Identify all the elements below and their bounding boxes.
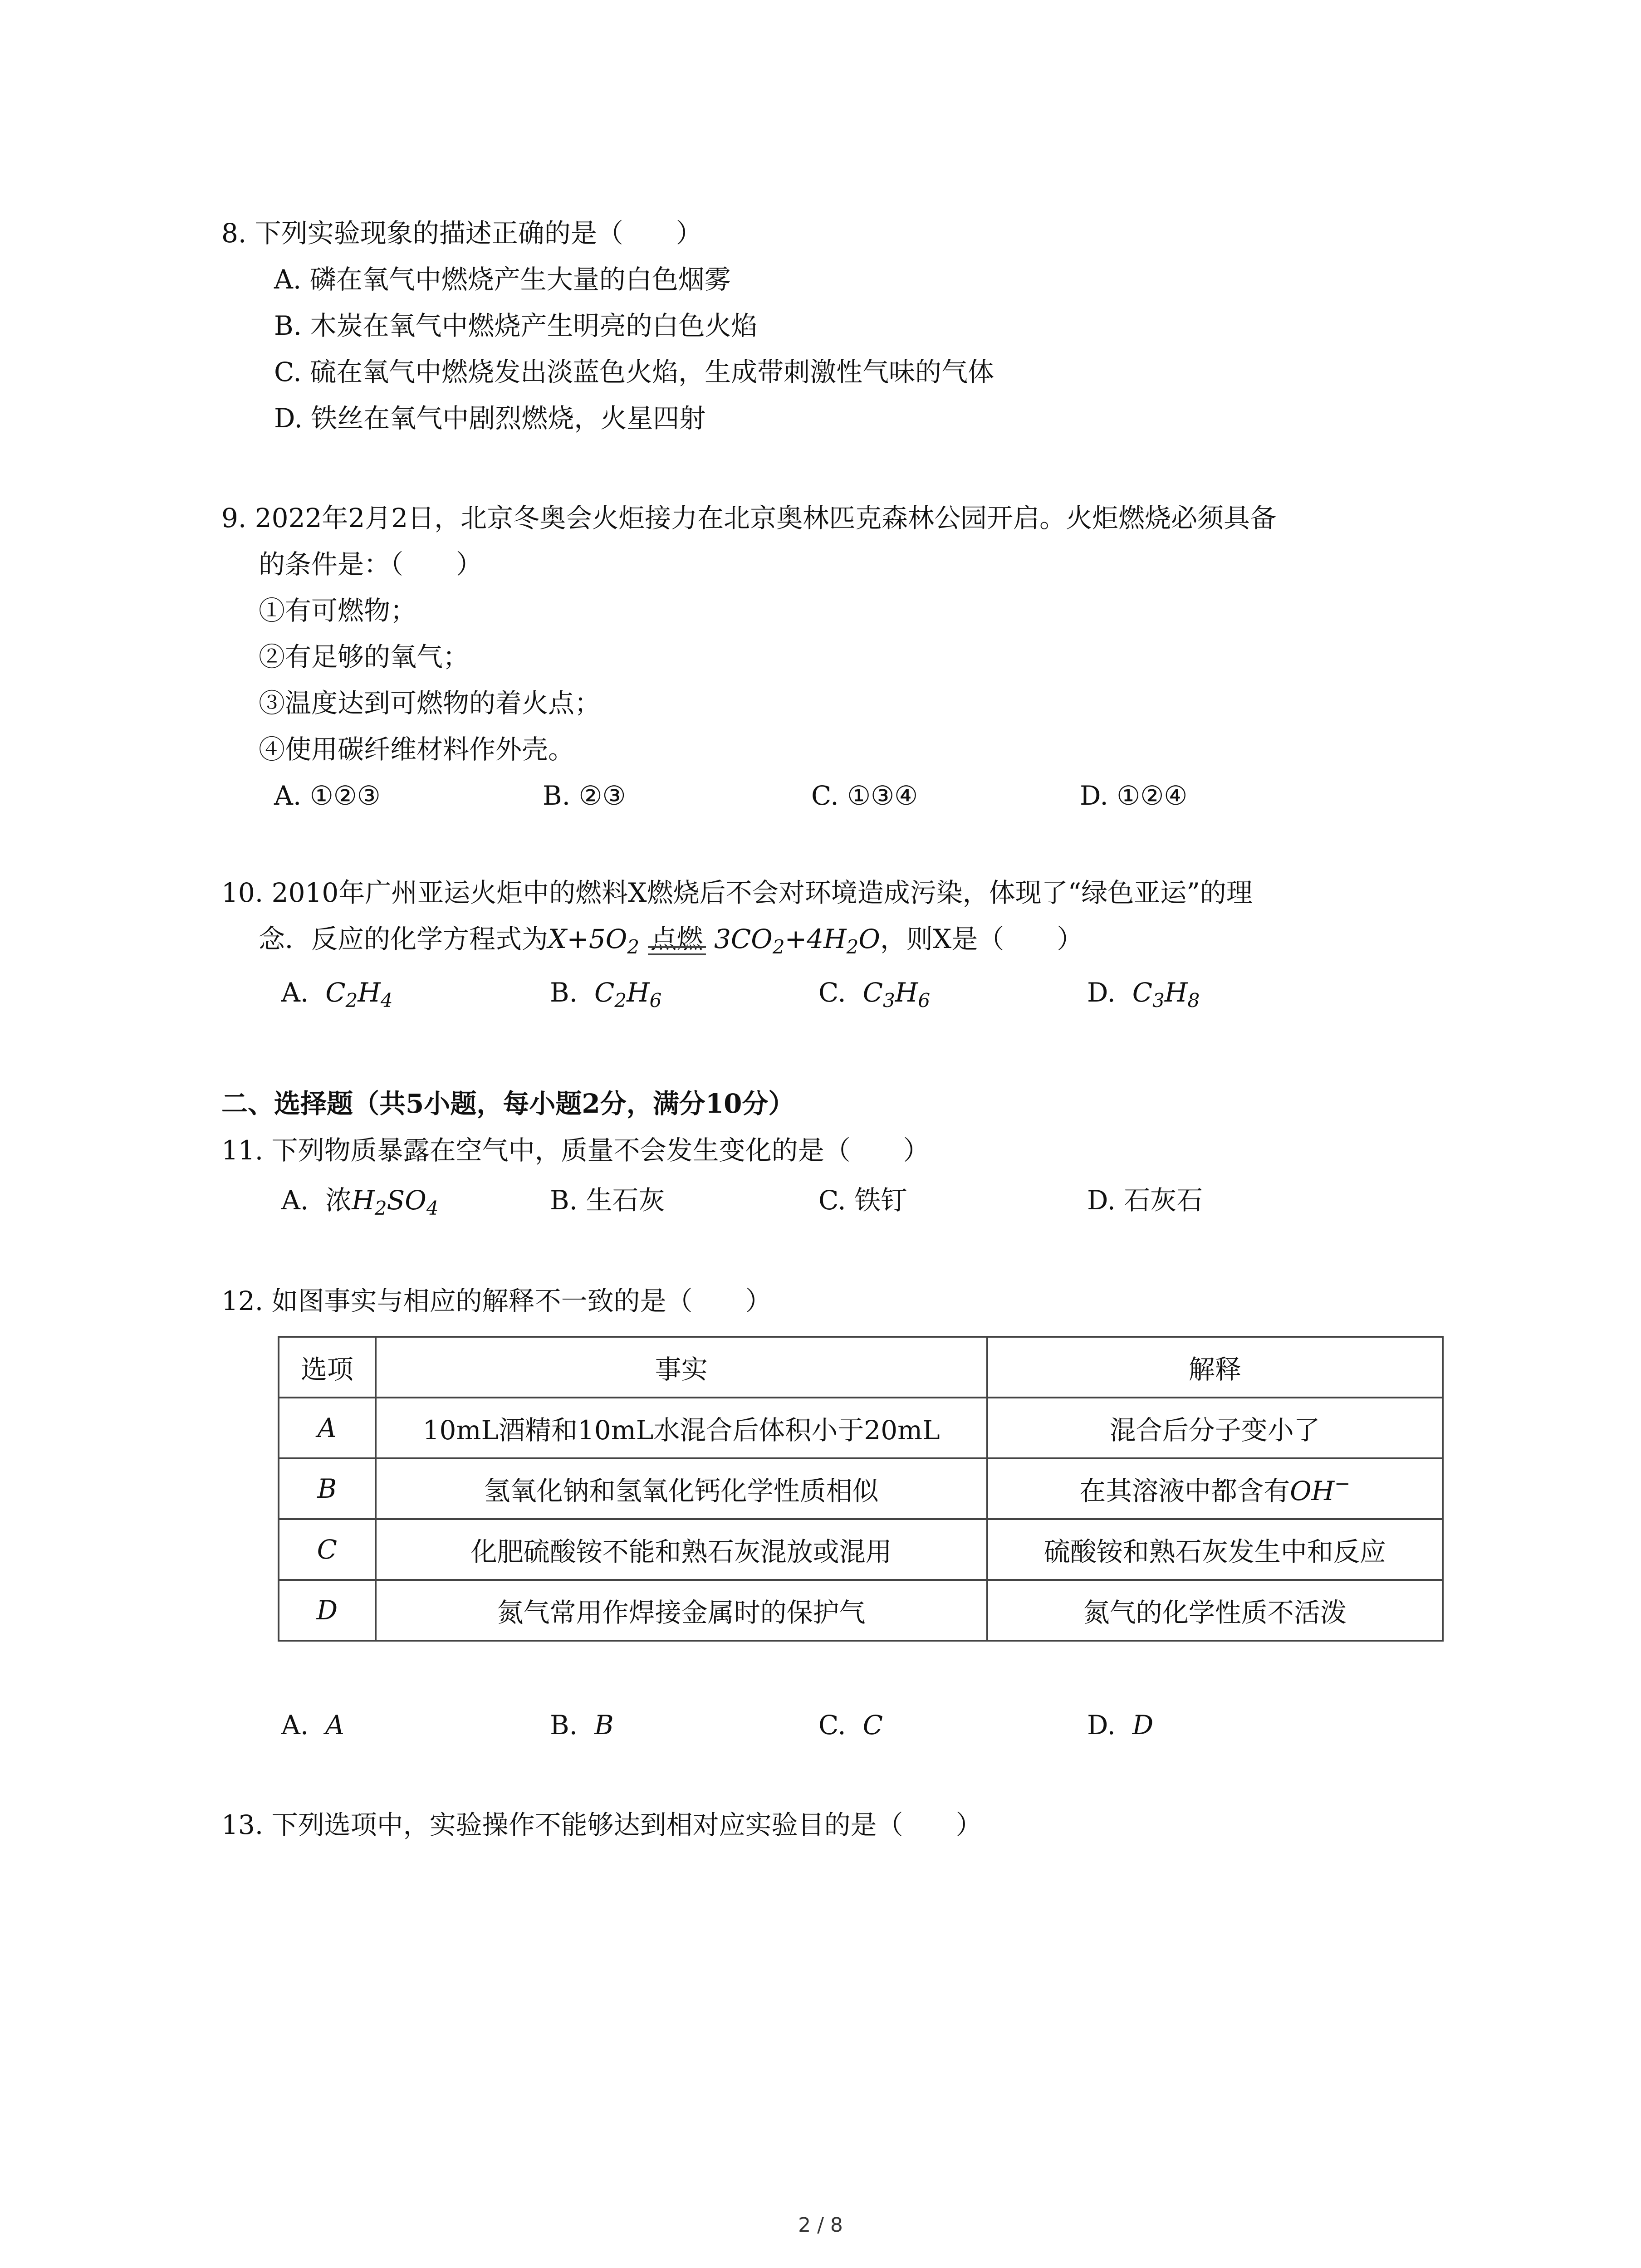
q10-option-a-cs: 2 [345, 989, 358, 1012]
row-fact: 氮气常用作焊接金属时的保护气 [376, 1580, 987, 1641]
q11-option-a-h: H [352, 1185, 375, 1216]
q9-condition-4: ④使用碳纤维材料作外壳。 [259, 734, 575, 765]
row-reason: 硫酸铵和熟石灰发生中和反应 [987, 1519, 1443, 1580]
q11-option-a-pre: 浓 [325, 1185, 352, 1216]
table-row [279, 1519, 1443, 1580]
q10-eq-condition: 点燃 [648, 922, 706, 956]
q10-option-a-h: H [358, 977, 381, 1008]
q10-option-c-h: H [895, 977, 918, 1008]
q10-option-c [818, 975, 930, 1018]
q10-stem-line2 [259, 922, 1083, 964]
q10-stem-pre: 念．反应的化学方程式为 [259, 924, 549, 954]
header-option: 选项 [279, 1337, 376, 1398]
q10-option-b-cs: 2 [614, 989, 627, 1012]
q9-stem-line1: 9. 2022年2月2日，北京冬奥会火炬接力在北京奥林匹克森林公园开启。火炬燃烧必须具备 [221, 503, 1277, 533]
q10-option-b-hs: 6 [649, 989, 662, 1012]
q10-eq-o2-sub: 2 [627, 936, 640, 958]
q12-option-b-val: B [594, 1710, 614, 1740]
q10-stem-line1: 10. 2010年广州亚运火炬中的燃料X燃烧后不会对环境造成污染，体现了“绿色亚运”的理 [221, 877, 1253, 908]
q10-eq-h2o: +4H [784, 924, 847, 954]
q11-stem: 11. 下列物质暴露在空气中，质量不会发生变化的是（ ） [221, 1135, 930, 1166]
table-row [279, 1458, 1443, 1519]
q10-option-c-hs: 6 [918, 989, 931, 1012]
q11-option-a-letter: A. [281, 1185, 309, 1216]
q10-option-a-letter: A. [281, 977, 309, 1008]
q10-eq-h2o-o: O [858, 924, 880, 954]
q9-option-a: A. ①②③ [274, 780, 381, 811]
q10-option-c-cs: 3 [883, 989, 895, 1012]
row-option: D [279, 1580, 376, 1641]
header-reason: 解释 [987, 1337, 1443, 1398]
q10-option-a-c: C [325, 977, 346, 1008]
q10-option-a-hs: 4 [380, 989, 393, 1012]
q9-option-c: C. ①③④ [811, 780, 918, 811]
row-fact: 氢氧化钠和氢氧化钙化学性质相似 [376, 1458, 987, 1519]
row-fact: 化肥硫酸铵不能和熟石灰混放或混用 [376, 1519, 987, 1580]
q8-stem: 8. 下列实验现象的描述正确的是（ ） [221, 218, 702, 249]
row-reason-charge: − [1334, 1472, 1351, 1495]
q8-option-b: B. 木炭在氧气中燃烧产生明亮的白色火焰 [274, 310, 758, 341]
q9-condition-2: ②有足够的氧气； [259, 641, 470, 672]
q10-eq-o2: +5O [567, 924, 627, 954]
q10-option-c-letter: C. [818, 977, 846, 1008]
q11-option-a-so: SO [387, 1185, 426, 1216]
q8-option-c: C. 硫在氧气中燃烧发出淡蓝色火焰，生成带刺激性气味的气体 [274, 357, 994, 387]
q12-option-c [818, 1708, 883, 1742]
q10-eq-x: X [548, 924, 567, 954]
section-2-title: 二、选择题（共5小题，每小题2分，满分10分） [221, 1088, 795, 1119]
row-reason: 混合后分子变小了 [987, 1398, 1443, 1458]
q10-stem-post: ，则X是（ ） [880, 924, 1083, 954]
q12-option-d-val: D [1132, 1710, 1154, 1740]
q12-table [278, 1336, 1444, 1642]
q10-option-b-h: H [627, 977, 650, 1008]
row-reason-ion: OH [1290, 1476, 1335, 1506]
q9-stem-line2: 的条件是：（ ） [259, 549, 483, 580]
q8-option-d: D. 铁丝在氧气中剧烈燃烧，火星四射 [274, 403, 706, 434]
row-reason [987, 1458, 1443, 1519]
q11-option-d: D. 石灰石 [1087, 1185, 1203, 1216]
q12-option-d [1087, 1708, 1153, 1742]
q10-option-d-cs: 3 [1152, 989, 1165, 1012]
row-option: A [279, 1398, 376, 1458]
q10-option-d-hs: 8 [1187, 989, 1200, 1012]
row-reason-pre: 在其溶液中都含有 [1079, 1476, 1290, 1506]
q12-option-a-letter: A. [281, 1710, 309, 1740]
q10-option-b [550, 975, 661, 1018]
q8-option-a: A. 磷在氧气中燃烧产生大量的白色烟雾 [274, 264, 731, 295]
q12-table-header [279, 1337, 1443, 1398]
header-fact: 事实 [376, 1337, 987, 1398]
q11-option-a [281, 1183, 439, 1226]
q10-option-c-c: C [862, 977, 883, 1008]
q10-eq-h2o-sub: 2 [846, 936, 859, 958]
q10-option-a [281, 975, 393, 1018]
q10-option-d-letter: D. [1087, 977, 1116, 1008]
q9-option-d: D. ①②④ [1080, 780, 1188, 811]
q11-option-a-sos: 4 [426, 1197, 439, 1219]
q11-option-a-hs: 2 [374, 1197, 387, 1219]
q10-option-b-letter: B. [550, 977, 578, 1008]
q11-option-c: C. 铁钉 [818, 1185, 907, 1216]
row-option: C [279, 1519, 376, 1580]
q12-option-b [550, 1708, 614, 1742]
q10-eq-co2: 3CO [714, 924, 773, 954]
page-number: 2 / 8 [798, 2214, 843, 2237]
q12-option-a-val: A [325, 1710, 345, 1740]
q10-eq-co2-sub: 2 [772, 936, 785, 958]
q9-condition-1: ①有可燃物； [259, 595, 417, 626]
q11-option-b: B. 生石灰 [550, 1185, 665, 1216]
q10-option-b-c: C [594, 977, 615, 1008]
row-fact: 10mL酒精和10mL水混合后体积小于20mL [376, 1398, 987, 1458]
q10-option-d [1087, 975, 1200, 1018]
q10-option-d-c: C [1132, 977, 1153, 1008]
q12-option-c-letter: C. [818, 1710, 846, 1740]
q10-option-d-h: H [1164, 977, 1188, 1008]
q12-stem: 12. 如图事实与相应的解释不一致的是（ ） [221, 1286, 772, 1316]
q12-option-d-letter: D. [1087, 1710, 1116, 1740]
q9-option-b: B. ②③ [543, 780, 626, 811]
q12-option-b-letter: B. [550, 1710, 578, 1740]
row-option: B [279, 1458, 376, 1519]
table-row [279, 1580, 1443, 1641]
table-row [279, 1398, 1443, 1458]
q12-option-c-val: C [862, 1710, 883, 1740]
q9-condition-3: ③温度达到可燃物的着火点； [259, 688, 601, 719]
q13-stem: 13. 下列选项中，实验操作不能够达到相对应实验目的是（ ） [221, 1809, 982, 1840]
row-reason: 氮气的化学性质不活泼 [987, 1580, 1443, 1641]
q12-option-a [281, 1708, 344, 1742]
